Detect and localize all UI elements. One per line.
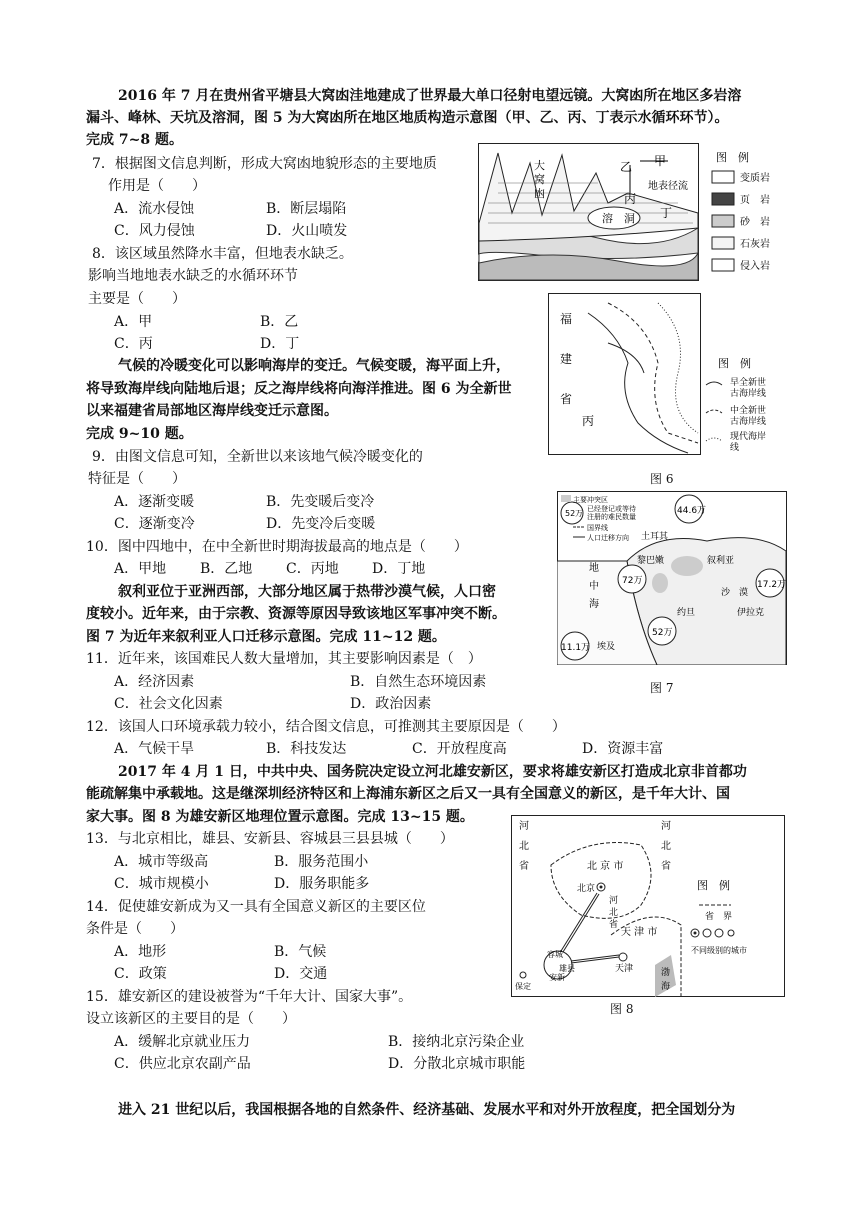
q12-option-a[interactable]: A．气候干旱: [114, 741, 195, 757]
fig8-hebei-mid-2: 北: [609, 908, 619, 918]
fig8-hebei-r-2: 北: [661, 841, 671, 852]
fig5-legend-2: 砂 岩: [740, 217, 770, 228]
q11-option-c[interactable]: C．社会文化因素: [114, 696, 223, 712]
fig8-caption: 图 8: [610, 1002, 634, 1016]
intro1-line2: 漏斗、峰林、天坑及溶洞，图 5 为大窝凼所在地区地质构造示意图（甲、乙、丙、丁表示水循环环节）。: [86, 110, 729, 126]
figure-8: [511, 815, 785, 997]
fig7-label-syria: 叙利亚: [707, 556, 735, 566]
fig5-legend-4: 侵入岩: [740, 261, 770, 272]
fig8-legend-title: 图 例: [697, 879, 730, 892]
figure-6: [548, 293, 784, 455]
q8-option-b[interactable]: B．乙: [260, 314, 299, 330]
q10-option-a[interactable]: A．甲地: [114, 561, 167, 577]
svg-text:线: 线: [730, 443, 740, 453]
intro1-line3: 完成 7~8 题。: [86, 132, 183, 148]
q13-option-c[interactable]: C．城市规模小: [114, 876, 209, 892]
fig6-caption: 图 6: [650, 472, 674, 486]
fig5-legend-1: 页 岩: [740, 195, 770, 206]
fig5-label-dawodang-1: 大: [534, 159, 545, 172]
fig8-label-beijing-shi: 北 京 市: [587, 861, 624, 872]
q8-stem: 8．该区域虽然降水丰富，但地表水缺乏。: [92, 246, 353, 262]
intro2-line1: 气候的冷暖变化可以影响海岸的变迁。气候变暖，海平面上升，: [118, 358, 510, 374]
fig7-label-turkey: 土耳其: [641, 532, 669, 542]
fig5-legend-title: 图 例: [716, 151, 749, 164]
q14-stem-2: 条件是（ ）: [86, 921, 184, 937]
q12-option-d[interactable]: D．资源丰富: [582, 741, 664, 757]
q12-option-c[interactable]: C．开放程度高: [412, 741, 507, 757]
q10-option-d[interactable]: D．丁地: [372, 561, 426, 577]
q14-option-a[interactable]: A．地形: [114, 944, 167, 960]
fig5-label-runoff: 地表径流: [648, 181, 688, 192]
fig8-label-anxin: 安新: [549, 973, 565, 982]
fig6-label-jian: 建: [560, 352, 573, 366]
fig8-label-xiongxian: 雄县: [559, 964, 575, 973]
q9-option-d[interactable]: D．先变冷后变暖: [266, 516, 376, 532]
q15-stem: 15．雄安新区的建设被誉为“千年大计、国家大事”。: [86, 989, 413, 1005]
intro2-line3: 以来福建省局部地区海岸线变迁示意图。: [86, 403, 338, 419]
intro3-line3: 图 7 为近年来叙利亚人口迁移示意图。完成 11~12 题。: [86, 629, 446, 645]
q12-option-b[interactable]: B．科技发达: [266, 741, 347, 757]
fig7-label-medsea-3: 海: [589, 599, 599, 610]
q11-option-b[interactable]: B．自然生态环境因素: [350, 674, 487, 690]
q7-stem-2: 作用是（ ）: [108, 178, 206, 194]
q13-option-a[interactable]: A．城市等级高: [114, 854, 209, 870]
q8-stem-2: 影响当地地表水缺乏的水循环环节: [88, 268, 298, 284]
fig8-bohai-1: 渤: [661, 968, 671, 978]
fig7-legend-0: 主要冲突区: [573, 496, 608, 504]
q14-option-c[interactable]: C．政策: [114, 966, 167, 982]
q8-stem-3: 主要是（ ）: [88, 291, 186, 307]
fig8-hebei-l-2: 北: [519, 841, 529, 852]
fig7-label-iraq: 伊拉克: [737, 608, 765, 618]
q7-stem: 7．根据图文信息判断，形成大窝凼地貌形态的主要地质: [92, 156, 437, 172]
q8-option-d[interactable]: D．丁: [260, 336, 300, 352]
fig7-label-jordan: 约旦: [677, 608, 696, 618]
q15-option-c[interactable]: C．供应北京农副产品: [114, 1056, 251, 1072]
fig8-hebei-mid-3: 省: [609, 920, 619, 930]
fig5-label-ding: 丁: [660, 206, 673, 220]
fig8-label-rongcheng: 容城: [547, 950, 563, 959]
q9-option-c[interactable]: C．逐渐变冷: [114, 516, 195, 532]
fig8-legend-1: 不同级别的城市: [691, 946, 747, 955]
q11-option-a[interactable]: A．经济因素: [114, 674, 195, 690]
fig6-legend-0: 早全新世: [730, 378, 767, 388]
fig7-label-lebanon: 黎巴嫩: [637, 556, 665, 566]
fig7-legend-1b: 注册的难民数量: [587, 513, 636, 521]
q14-option-b[interactable]: B．气候: [274, 944, 327, 960]
fig7-legend-num: 52万: [565, 509, 584, 518]
svg-text:古海岸线: 古海岸线: [730, 389, 767, 399]
q8-option-a[interactable]: A．甲: [114, 314, 153, 330]
intro4-line3: 家大事。图 8 为雄安新区地理位置示意图。完成 13~15 题。: [86, 809, 474, 825]
fig8-bohai-2: 海: [661, 982, 671, 992]
fig8-hebei-l-1: 河: [519, 821, 529, 832]
q7-option-c[interactable]: C．风力侵蚀: [114, 223, 195, 239]
figure-5-diagram: [478, 143, 786, 281]
fig7-num-2: 17.2万: [757, 580, 787, 590]
fig5-label-dawodang-3: 凼: [534, 187, 545, 200]
fig7-label-medsea-2: 中: [589, 581, 599, 592]
intro2-line2: 将导致海岸线向陆地后退；反之海岸线将向海洋推进。图 6 为全新世: [86, 381, 512, 397]
q11-stem: 11．近年来，该国难民人数大量增加，其主要影响因素是（ ）: [86, 651, 482, 667]
q8-option-c[interactable]: C．丙: [114, 336, 153, 352]
fig5-label-jia: 甲: [654, 154, 667, 168]
fig5-label-yi: 乙: [620, 160, 633, 174]
fig8-legend-0: 省 界: [705, 912, 733, 922]
q15-option-d[interactable]: D．分散北京城市职能: [388, 1056, 526, 1072]
fig7-num-1: 72万: [622, 576, 643, 586]
fig8-label-tianjin-shi: 天 津 市: [621, 927, 658, 938]
fig6-legend-title: 图 例: [718, 357, 751, 370]
fig6-label-bing: 丙: [582, 414, 595, 428]
q11-option-d[interactable]: D．政治因素: [350, 696, 432, 712]
figure-7: [557, 491, 787, 665]
svg-text:古海岸线: 古海岸线: [730, 417, 767, 427]
q7-option-d[interactable]: D．火山喷发: [266, 223, 348, 239]
q14-option-d[interactable]: D．交通: [274, 966, 328, 982]
fig8-label-beijing: 北京: [577, 884, 596, 894]
q9-option-b[interactable]: B．先变暖后变冷: [266, 494, 375, 510]
intro4-line2: 能疏解集中承载地。这是继深圳经济特区和上海浦东新区之后又一具有全国意义的新区，是千年大计、国: [86, 786, 730, 802]
q12-stem: 12．该国人口环境承载力较小，结合图文信息，可推测其主要原因是（ ）: [86, 719, 566, 735]
fig7-label-egypt: 埃及: [597, 642, 616, 652]
q10-stem: 10．图中四地中，在中全新世时期海拔最高的地点是（ ）: [86, 539, 468, 555]
intro3-line2: 度较小。近年来，由于宗教、资源等原因导致该地区军事冲突不断。: [86, 606, 506, 622]
figure-5: [478, 143, 786, 281]
fig7-num-4: 11.1万: [561, 643, 591, 653]
fig7-label-desert: 沙 漠: [721, 588, 749, 598]
fig7-legend-2: 国界线: [587, 524, 608, 532]
q10-option-c[interactable]: C．丙地: [286, 561, 339, 577]
fig6-label-fu: 福: [560, 312, 573, 326]
fig7-legend-1a: 已经登记或等待: [587, 505, 636, 513]
q10-option-b[interactable]: B．乙地: [200, 561, 253, 577]
intro2-line4: 完成 9~10 题。: [86, 426, 193, 442]
intro1-line1: 2016 年 7 月在贵州省平塘县大窝凼洼地建成了世界最大单口径射电望远镜。大窝凼所在地区多岩溶: [118, 88, 742, 104]
q7-option-a[interactable]: A．流水侵蚀: [114, 201, 195, 217]
fig8-hebei-mid-1: 河: [609, 896, 619, 906]
intro4-line1: 2017 年 4 月 1 日，中共中央、国务院决定设立河北雄安新区，要求将雄安新区打造成北京非首都功: [118, 764, 747, 780]
q7-option-b[interactable]: B．断层塌陷: [266, 201, 347, 217]
q13-option-d[interactable]: D．服务职能多: [274, 876, 370, 892]
intro3-line1: 叙利亚位于亚洲西部，大部分地区属于热带沙漠气候，人口密: [118, 584, 496, 600]
fig6-label-sheng: 省: [560, 392, 573, 406]
fig8-hebei-r-3: 省: [661, 861, 671, 872]
intro5-line1: 进入 21 世纪以后，我国根据各地的自然条件、经济基础、发展水平和对外开放程度，把全国划分为: [118, 1102, 736, 1118]
fig6-legend-1: 中全新世: [730, 406, 767, 416]
fig5-legend-3: 石灰岩: [740, 239, 770, 250]
q9-option-a[interactable]: A．逐渐变暖: [114, 494, 195, 510]
figure-7-map: [557, 491, 787, 665]
fig5-legend-0: 变质岩: [740, 173, 770, 184]
q9-stem-2: 特征是（ ）: [88, 471, 186, 487]
q9-stem: 9．由图文信息可知，全新世以来该地气候冷暖变化的: [92, 449, 423, 465]
q13-option-b[interactable]: B．服务范围小: [274, 854, 369, 870]
fig8-label-baoding: 保定: [515, 982, 531, 991]
fig5-label-cave: 溶 洞: [602, 212, 635, 225]
fig7-num-0: 44.6万: [677, 506, 707, 516]
q15-option-a[interactable]: A．缓解北京就业压力: [114, 1034, 251, 1050]
fig8-hebei-l-3: 省: [519, 861, 529, 872]
q15-stem-2: 设立该新区的主要目的是（ ）: [86, 1011, 296, 1027]
fig7-label-medsea-1: 地: [589, 563, 599, 574]
fig8-hebei-r-1: 河: [661, 821, 671, 832]
q15-option-b[interactable]: B．接纳北京污染企业: [388, 1034, 525, 1050]
fig7-legend-3: 人口迁移方向: [587, 534, 629, 542]
fig7-caption: 图 7: [650, 681, 674, 695]
figure-8-map: [511, 815, 785, 997]
fig6-legend-2: 现代海岸: [730, 432, 767, 442]
fig5-label-bing: 丙: [624, 192, 637, 206]
fig8-label-tianjin: 天津: [615, 964, 634, 974]
figure-6-map: [548, 293, 784, 455]
q13-stem: 13．与北京相比，雄县、安新县、容城县三县县城（ ）: [86, 831, 454, 847]
fig7-num-3: 52万: [652, 628, 673, 638]
fig5-label-dawodang-2: 窝: [534, 173, 545, 186]
q14-stem: 14．促使雄安新成为又一具有全国意义新区的主要区位: [86, 899, 426, 915]
